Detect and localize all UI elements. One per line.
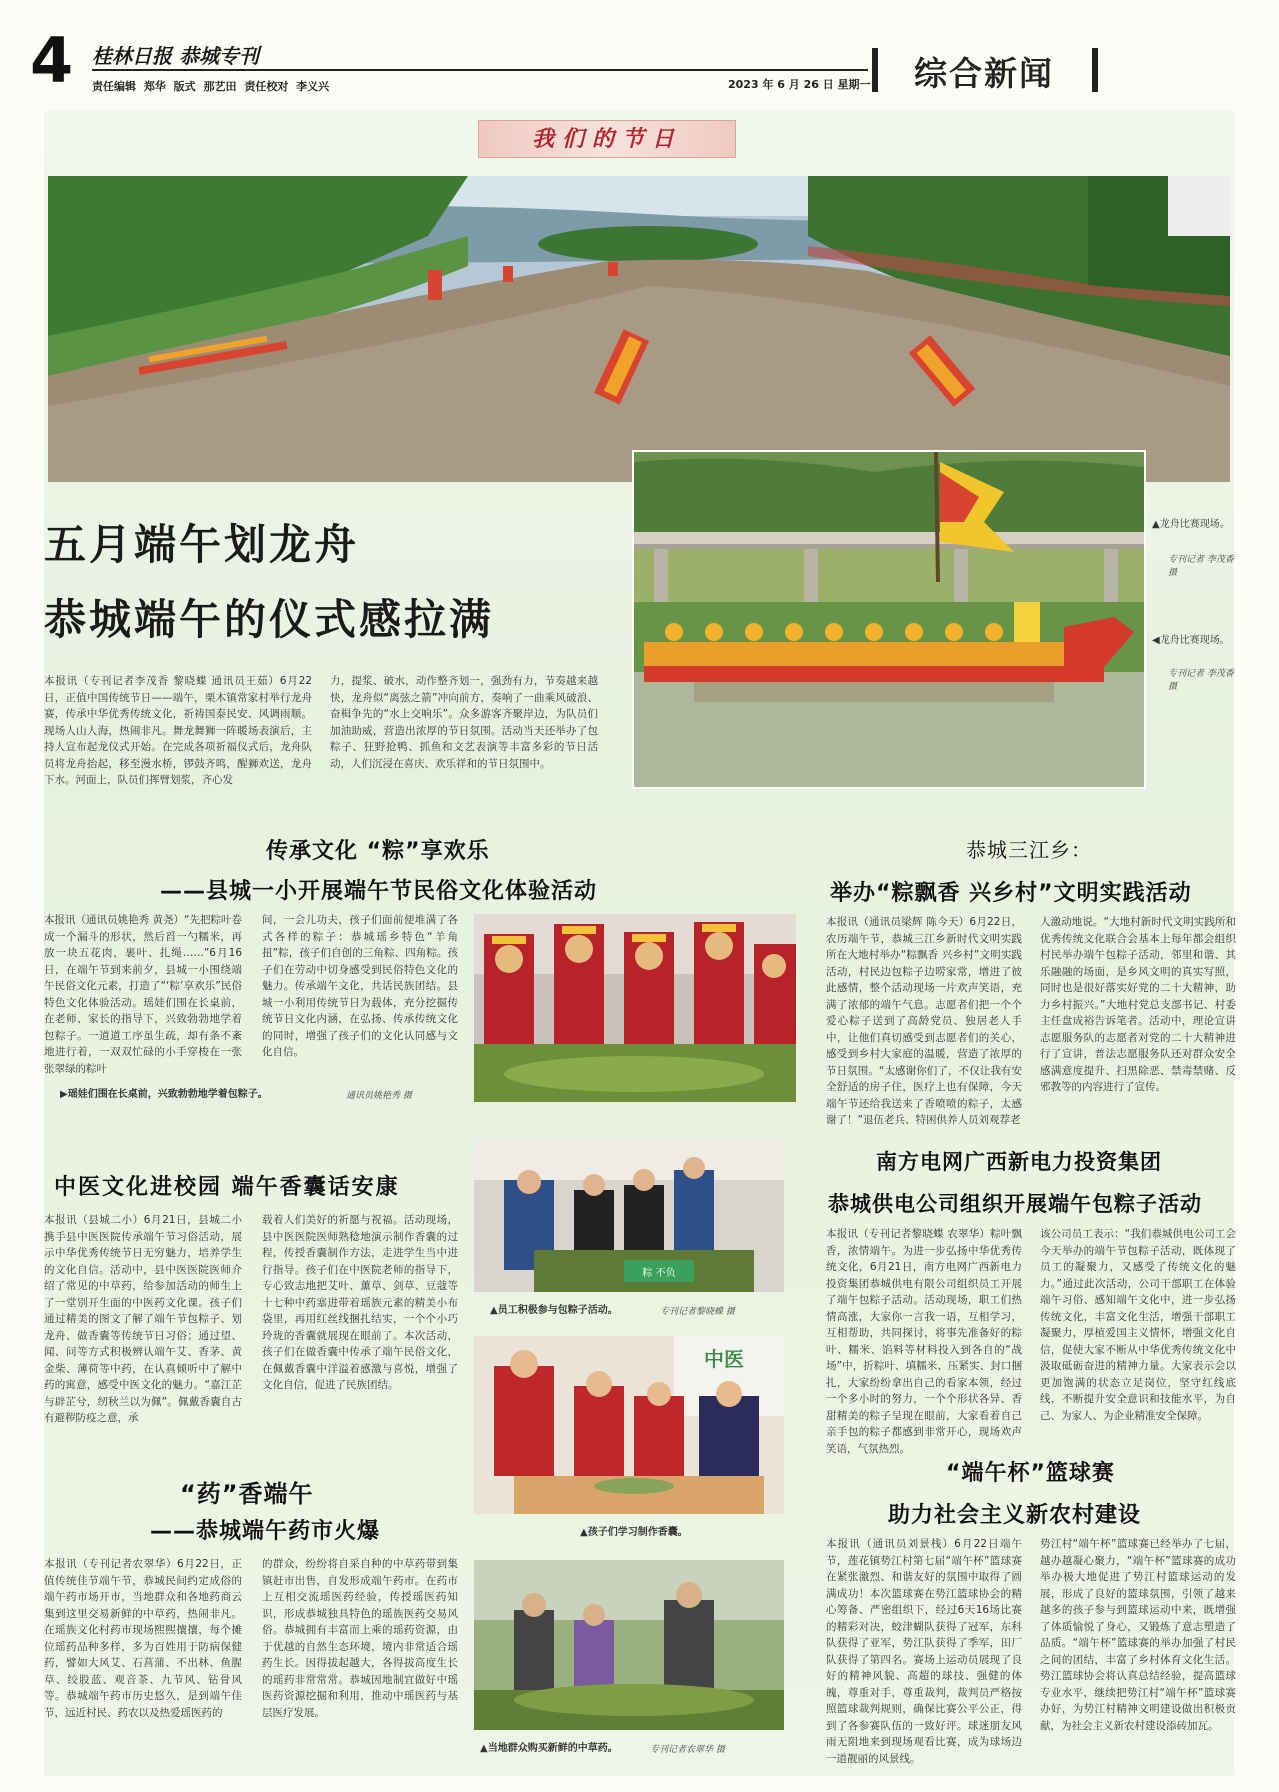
lead-body-col2: 力，提浆、破水，动作整齐划一，强劲有力，节奏越来越快，龙舟似“离弦之箭”冲向前方，奏响了一曲乘风破浪、奋楫争先的“水上交响乐”。众多游客齐聚岸边，为队员们加油助威，营造出浓厚的节日氛围。活动当天还举办了包粽子、狂野抢鸭、抓鱼和文艺表演等丰富多彩的节日活动，人们沉浸在喜庆、欢乐祥和的节日氛围中。 xyxy=(330,675,598,770)
masthead-rule xyxy=(92,69,868,71)
sanjiang-title: 举办“粽飘香 兴乡村”文明实践活动 xyxy=(830,881,1192,906)
boat-caption-1: ▲龙舟比赛现场。 xyxy=(1152,519,1230,530)
tcm-body-col2: 载着人们美好的祈愿与祝福。活动现场，县中医医院医师熟稔地演示制作香囊的过程，传授香囊制作方法，走进学生当中进行指导。孩子们在中医院老师的指导下，专心致志地把艾叶、薰草、剑草、豆蔻等十七种中药塞进带着瑶族元素的精美小布袋里，再用红丝线捆扎结实，一个个小巧玲珑的香囊就展现在眼前了。本次活动，孩子们在做香囊中传承了端午民俗文化，在佩戴香囊中洋溢着感激与喜悦，增强了文化自信，促进了民族团结。 xyxy=(262,1214,458,1391)
school-photo-caption: ▶瑶娃们围在长桌前，兴致勃勃地学着包粽子。 xyxy=(60,1089,268,1100)
basketball-title-line2: 助力社会主义新农村建设 xyxy=(888,1503,1142,1528)
tcm-body-col1: 本报讯（县城二小）6月21日，县城二小携手县中医医院传承端午节习俗活动，展示中华优秀传统节日无穷魅力，培养学生的文化自信。活动中，县中医医院医师介绍了常见的中草药，给参加活动的师生上了一堂别开生面的中医药文化课。孩子们通过精美的图文了解了端午节包粽子、划龙舟、做香囊等传统节日习俗；通过望、闻、问等方式积极辨认端午艾、香茅、黄金柴、薄荷等中药，在认真倾听中了解中药的寓意，感受中医文化的魅力。“嘉江芷与辟芷兮，纫秋兰以为佩”。佩戴香囊自古有避秽防疫之意，承 xyxy=(44,1214,242,1424)
power-title-line2: 恭城供电公司组织开展端午包粽子活动 xyxy=(828,1192,1202,1216)
herb-photo-caption: ▲当地群众购买新鲜的中草药。 xyxy=(480,1743,618,1754)
medicine-subtitle: ——恭城端午药市火爆 xyxy=(150,1519,381,1544)
power-body-col1: 本报讯（专刊记者黎晓蝶 农翠华）粽叶飘香，浓情端午。为进一步弘扬中华优秀传统文化，6月21日，南方电网广西新电力投资集团恭城供电有限公司组织员工开展了端午包粽子活动。活动现场，职工们热情高涨，大家你一言我一语，互相学习，互相帮助，共同探讨，将事先准备好的粽叶、糯米、馅料等材料投入到各自的“战场”中，折粽叶、填糯米、压紧实、封口捆扎，大家纷纷拿出自己的看家本领，经过一个多小时的努力，一个个形状各异、香甜精美的粽子呈现在眼前，大家看着自己亲手包的粽子都感到非常开心，现场欢声笑语，气氛热烈。 xyxy=(826,1228,1022,1455)
page-number: 4 xyxy=(30,24,74,97)
power-title-line1: 南方电网广西新电力投资集团 xyxy=(876,1150,1162,1174)
sanjiang-body-col1: 本报讯（通讯员梁辉 陈今天）6月22日，农历端午节，恭城三江乡新时代文明实践所在大地村举办“粽飘香 兴乡村”文明实践活动，村民边包粽子边唠家常，增进了彼此感情，整个活动现场一片欢声笑语，充满了浓郁的端午气息。志愿者们把一个个爱心粽子送到了高龄党员、独居老人手中，让他们真切感受到志愿者们的关心，感受到乡村大家庭的温暖，营造了浓厚的节日氛围。“太感谢你们了，不仅让我有安全舒适的房子住，医疗上也有保障，今天端午节还给我送来了香喷喷的粽子，太感谢了！”退伍老兵、特困供养人员刘观荐老 xyxy=(826,916,1022,1126)
herb-market-photo xyxy=(474,1560,784,1730)
kids-sachet-photo xyxy=(474,1336,784,1514)
herb-photo-credit: 专刊记者农翠华 摄 xyxy=(650,1745,725,1755)
school-body-col1: 本报讯（通讯员姚艳秀 黄尧）“先把粽叶卷成一个漏斗的形状，然后舀一勺糯米，再放一块五花肉，裹叶、扎绳……”6月16日，在端午节到来前夕，县城一小围绕端午民俗文化元素，打造了“‘粽’享欢乐”民俗特色文化体验活动。瑶娃们围在长桌前，在老师、家长的指导下，兴致勃勃地学着包粽子。一道道工序虽生疏，却有条不紊地进行着，一双双忙碌的小手穿梭在一张张翠绿的粽叶 xyxy=(44,914,242,1075)
medicine-title: “药”香端午 xyxy=(180,1480,314,1508)
river-race-photo xyxy=(48,176,1230,482)
board-text: 中医 xyxy=(704,1347,744,1371)
power-body-col2: 该公司员工表示：“我们恭城供电公司工会今天举办的端午节包粽子活动，既体现了员工的凝聚力，又感受了传统文化的魅力。”通过此次活动，公司干部职工在体验端午习俗、感知端午文化中，进一步弘扬传统文化，丰富文化生活，增强干部职工凝聚力，厚植爱国主义情怀，增强文化自信，促使大家不断从中华优秀传统文化中汲取砥砺奋进的精神力量。大家表示会以更加饱满的状态立足岗位，坚守红线底线，不断提升安全意识和技能水平，为自己、为家人、为企业精准安全保障。 xyxy=(1040,1228,1236,1422)
kids-photo-caption: ▲孩子们学习制作香囊。 xyxy=(580,1527,688,1538)
paper-name: 桂林日报 恭城专刊 xyxy=(92,44,259,68)
staff-photo-caption: ▲员工积极参与包粽子活动。 xyxy=(490,1305,618,1316)
children-zongzi-photo xyxy=(474,914,796,1102)
school-subtitle: ——县城一小开展端午节民俗文化体验活动 xyxy=(160,879,598,904)
tcm-title: 中医文化进校园 端午香囊话安康 xyxy=(54,1175,400,1200)
basketball-body-col1: 本报讯（通讯员刘景栈）6月22日端午节，莲花镇势江村第七届“端午杯”篮球赛在紧张激烈、和谐友好的氛围中取得了圆满成功！本次篮球赛在势江篮球协会的精心筹备、严密组织下，经过6天16场比赛的精彩对决，蛟津蝴队获得了冠军，东科队获得了亚军，势江队获得了季军，田厂队获得了第四名。赛场上运动员展现了良好的精神风貌、高超的球技、强健的体魄，尊重对手，尊重裁判，裁判员严格按照篮球裁判规则，确保比赛公平公正，得到了各参赛队伍的一致好评。球迷朋友风雨无阻地来到现场观看比赛，成为球场边一道靓丽的风景线。 xyxy=(826,1538,1022,1765)
editor-credits: 责任编辑 郑华 版式 那艺田 责任校对 李义兴 xyxy=(92,80,330,93)
dragon-boat-photo xyxy=(632,450,1146,789)
section-bar-left xyxy=(872,48,878,92)
basketball-body-col2: 势江村“端午杯”篮球赛已经举办了七届，越办越凝心聚力，“端午杯”篮球赛的成功举办极大地促进了势江村篮球运动的发展，形成了良好的篮球氛围，引领了越来越多的孩子参与到篮球运动中来，既增强了体质愉悦了身心，又锻炼了意志塑造了品质。“端午杯”篮球赛的举办加强了村民之间的团结，丰富了乡村体育文化生活。势江篮球协会将认真总结经验，提高篮球专业水平，继续把势江村“端午杯”篮球赛办好，为势江村精神文明建设做出积极贡献，为社会主义新农村建设添砖加瓦。 xyxy=(1040,1538,1236,1732)
basketball-title-line1: “端午杯”篮球赛 xyxy=(946,1461,1115,1486)
school-body-col2: 间，一会儿功夫，孩子们面前便堆满了各式各样的粽子：恭城瑶乡特色“羊角扭”粽，孩子们自创的三角粽、四角粽。孩子们在劳动中切身感受到民俗特色文化的魅力。传承端午文化，共话民族团结。县城一小利用传统节日为载体，充分挖掘传统节日文化内涵，在弘扬、传承传统文化的同时，增强了孩子们的文化认同感与文化自信。 xyxy=(262,914,458,1058)
boat-credit-2: 专刊记者 李茂香 摄 xyxy=(1168,669,1234,692)
zongzi-sign-text: 粽 不负 xyxy=(642,1268,676,1279)
boat-credit-1: 专刊记者 李茂香 摄 xyxy=(1168,555,1234,578)
sanjiang-body-col2: 人激动地说。“大地村新时代文明实践所和优秀传统文化联合会基本上每年都会组织村民举办端午包粽子活动，邻里和谐、其乐融融的场面，是乡风文明的真实写照，同时也是很好落实好党的二十大精神，助力乡村振兴。”大地村党总支部书记、村委主任盘成裕告诉笔者。活动中，理论宣讲志愿服务队的志愿者对党的二十大精神进行了宣讲，普法志愿服务队还对群众安全感满意度提升、扫黑除恶、禁毒禁赌、反邪教等的内容进行了宣传。 xyxy=(1040,916,1236,1093)
lead-body-col1: 本报讯（专刊记者李茂香 黎晓蝶 通讯员王茹）6月22日，正值中国传统节日——端午，栗木镇常家村举行龙舟赛，传承中华优秀传统文化，祈祷国泰民安、风调雨顺。现场人山人海，热闹非凡。舞龙舞狮一阵暖场表演后，主持人宣布起龙仪式开始。在完成各项祈福仪式后，龙舟队员将龙舟抬起，移至漫水桥，锣鼓齐鸣，醒狮欢送，龙舟下水。河面上，队员们挥臂划浆，齐心发 xyxy=(44,675,312,786)
section-bar-right xyxy=(1092,48,1098,92)
staff-photo-credit: 专刊记者黎晓蝶 摄 xyxy=(660,1307,735,1317)
school-title: 传承文化 “粽”享欢乐 xyxy=(266,839,490,864)
lead-headline-line2: 恭城端午的仪式感拉满 xyxy=(44,595,495,644)
sanjiang-kicker: 恭城三江乡： xyxy=(966,838,1092,862)
lead-headline-line1: 五月端午划龙舟 xyxy=(44,520,360,569)
holiday-banner: 我们的节日 xyxy=(478,120,736,158)
medicine-body-col2: 的群众，纷纷将自采自种的中草药带到集镇赶市出售，自发形成端午药市。在药市上互相交流瑶医药经验，传授瑶医药知识，形成恭城独具特色的瑶族医药交易风俗。恭城拥有丰富而上乘的瑶药资源，由于优越的自然生态环境，境内非常适合瑶药生长。因得拔起越大，各得拔高度生长的瑶药非常常常。恭城因地制宜做好中瑶医药资源挖掘和利用，推动中瑶医药与基层医疗发展。 xyxy=(262,1558,458,1719)
section-name: 综合新闻 xyxy=(914,54,1054,93)
boat-caption-2: ◀龙舟比赛现场。 xyxy=(1152,635,1230,646)
school-photo-credit: 通讯员姚艳秀 摄 xyxy=(346,1091,412,1101)
staff-zongzi-photo xyxy=(474,1140,784,1292)
medicine-body-col1: 本报讯（专刊记者农翠华）6月22日，正值传统佳节端午节，恭城民间约定成俗的端午药市场开市，当地群众和各地药商云集到这里交易新鲜的中草药，热闹非凡。在瑶族文化村药市现场熙熙攘攘，每个摊位瑶药品种多样，多为百姓用于防病保健药，譬如大风艾、石菖蒲、不出林、鱼腥草、绞股蓝、观音茶、九节风、钻骨风等。恭城端午药市历史悠久，是到端午佳节，远近村民、药农以及热爱瑶医药的 xyxy=(44,1558,242,1719)
publication-date: 2023 年 6 月 26 日 星期一 xyxy=(728,78,871,91)
